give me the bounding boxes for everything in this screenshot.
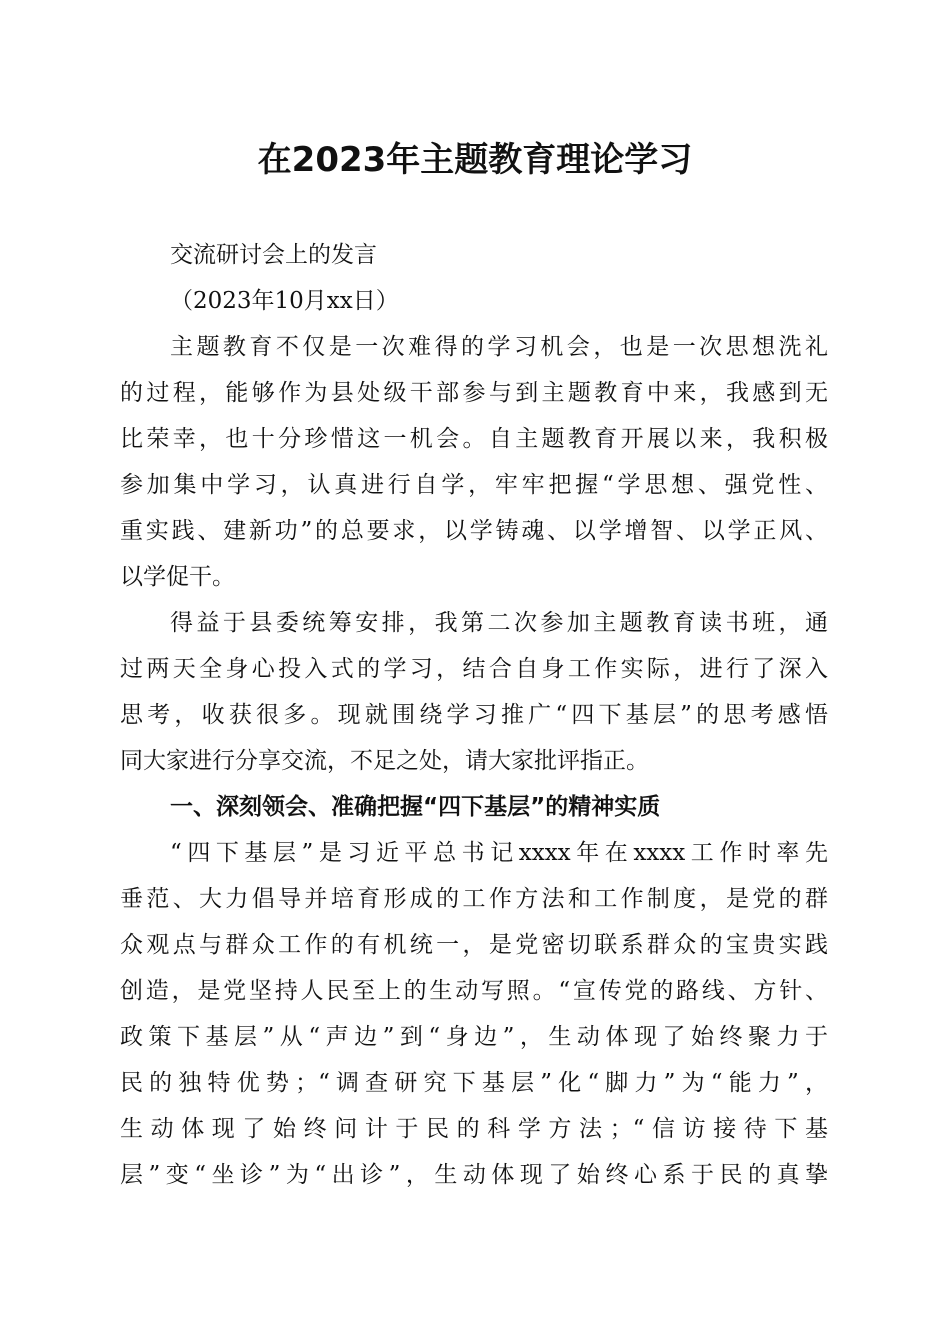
paragraph-1 [120, 324, 828, 600]
paragraph-line: 的过程，能够作为县处级干部参与到主题教育中来，我感到无 [120, 380, 828, 406]
paragraph-line: “四下基层”是习近平总书记xxxx年在xxxx工作时率先 [170, 840, 828, 866]
paragraph-line: 以学促干。 [120, 564, 235, 590]
paragraph-line: 主题教育不仅是一次难得的学习机会，也是一次思想洗礼 [170, 334, 828, 360]
section-heading: 一、深刻领会、准确把握“四下基层”的精神实质 [170, 794, 661, 820]
document-title: 在2023年主题教育理论学习 [257, 140, 693, 180]
paragraph-line: 垂范、大力倡导并培育形成的工作方法和工作制度，是党的群 [120, 886, 828, 912]
paragraph-line: 思考，收获很多。现就围绕学习推广“四下基层”的思考感悟 [120, 702, 828, 728]
paragraph-2 [120, 600, 828, 784]
paragraph-line: 过两天全身心投入式的学习，结合自身工作实际，进行了深入 [120, 656, 828, 682]
paragraph-line: 参加集中学习，认真进行自学，牢牢把握“学思想、强党性、 [120, 472, 828, 498]
paragraph-line: 创造，是党坚持人民至上的生动写照。“宣传党的路线、方针、 [120, 978, 828, 1004]
paragraph-3 [120, 830, 828, 1198]
paragraph-line: 政策下基层”从“声边”到“身边”，生动体现了始终聚力于 [120, 1024, 828, 1050]
paragraph-line: 层”变“坐诊”为“出诊”，生动体现了始终心系于民的真挚 [120, 1162, 828, 1188]
paragraph-line: 得益于县委统筹安排，我第二次参加主题教育读书班，通 [170, 610, 828, 636]
paragraph-line: 比荣幸，也十分珍惜这一机会。自主题教育开展以来，我积极 [120, 426, 828, 452]
paragraph-line: 重实践、建新功”的总要求，以学铸魂、以学增智、以学正风、 [120, 518, 828, 544]
document-date: （2023年10月xx日） [170, 288, 399, 314]
paragraph-line: 众观点与群众工作的有机统一，是党密切联系群众的宝贵实践 [120, 932, 828, 958]
document-subtitle: 交流研讨会上的发言 [170, 242, 377, 268]
paragraph-line: 同大家进行分享交流，不足之处，请大家批评指正。 [120, 748, 649, 774]
document-body [120, 232, 828, 1198]
paragraph-line: 生动体现了始终问计于民的科学方法；“信访接待下基 [120, 1116, 828, 1142]
paragraph-line: 民的独特优势；“调查研究下基层”化“脚力”为“能力”， [120, 1070, 828, 1096]
